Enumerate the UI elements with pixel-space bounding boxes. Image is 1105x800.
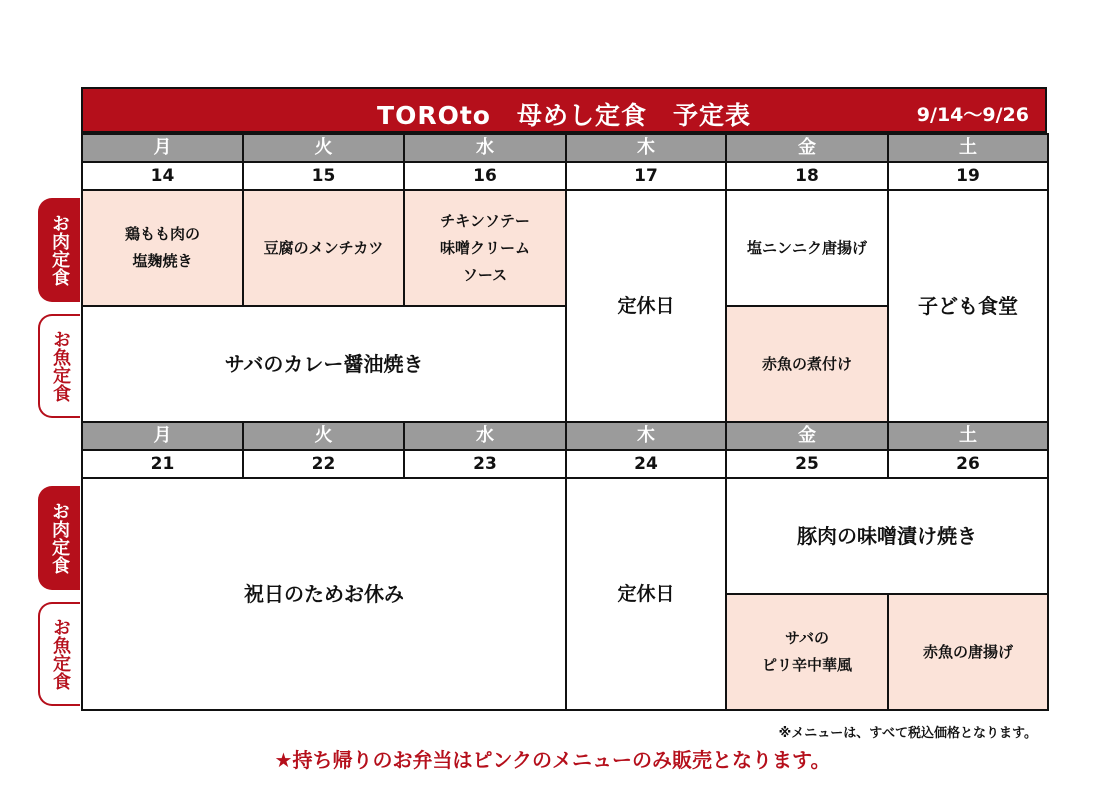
weekday-thu: 木: [565, 421, 727, 451]
holiday-closed-cell: 祝日のためお休み: [81, 477, 567, 711]
closed-day-cell: 定休日: [565, 189, 727, 423]
date-cell: 17: [565, 161, 727, 191]
date-cell: 16: [403, 161, 567, 191]
menu-cell-fish: サバの ピリ辛中華風: [725, 593, 889, 711]
date-cell: 21: [81, 449, 244, 479]
closed-day-cell: 定休日: [565, 477, 727, 711]
date-cell: 24: [565, 449, 727, 479]
weekday-tue: 火: [242, 421, 405, 451]
date-cell: 18: [725, 161, 889, 191]
weekday-mon: 月: [81, 133, 244, 163]
weekday-thu: 木: [565, 133, 727, 163]
date-cell: 25: [725, 449, 889, 479]
menu-cell-meat: 塩ニンニク唐揚げ: [725, 189, 889, 307]
weekday-tue: 火: [242, 133, 405, 163]
date-cell: 19: [887, 161, 1049, 191]
weekday-fri: 金: [725, 133, 889, 163]
weekday-wed: 水: [403, 133, 567, 163]
weekday-mon: 月: [81, 421, 244, 451]
menu-cell-fish: サバのカレー醤油焼き: [81, 305, 567, 423]
date-cell: 26: [887, 449, 1049, 479]
special-event-cell: 子ども食堂: [887, 189, 1049, 423]
menu-cell-fish: 赤魚の煮付け: [725, 305, 889, 423]
takeout-notice: ★持ち帰りのお弁当はピンクのメニューのみ販売となります。: [274, 748, 831, 772]
page-title: TOROto 母めし定食 予定表: [377, 101, 751, 130]
date-cell: 23: [403, 449, 567, 479]
schedule-title-bar: [81, 87, 1047, 133]
menu-cell-meat: チキンソテー 味噌クリーム ソース: [403, 189, 567, 307]
weekday-sat: 土: [887, 133, 1049, 163]
weekday-wed: 水: [403, 421, 567, 451]
date-cell: 15: [242, 161, 405, 191]
menu-cell-meat: 豆腐のメンチカツ: [242, 189, 405, 307]
tax-note: ※メニューは、すべて税込価格となります。: [778, 726, 1037, 741]
date-cell: 14: [81, 161, 244, 191]
weekday-fri: 金: [725, 421, 889, 451]
meat-set-tab: お肉定食: [38, 198, 80, 302]
fish-set-tab: お魚定食: [38, 602, 80, 706]
menu-cell-meat: 鶏もも肉の 塩麹焼き: [81, 189, 244, 307]
menu-cell-meat: 豚肉の味噌漬け焼き: [725, 477, 1049, 595]
fish-set-tab: お魚定食: [38, 314, 80, 418]
menu-cell-fish: 赤魚の唐揚げ: [887, 593, 1049, 711]
date-cell: 22: [242, 449, 405, 479]
date-range: 9/14〜9/26: [916, 104, 1029, 126]
meat-set-tab: お肉定食: [38, 486, 80, 590]
weekday-sat: 土: [887, 421, 1049, 451]
